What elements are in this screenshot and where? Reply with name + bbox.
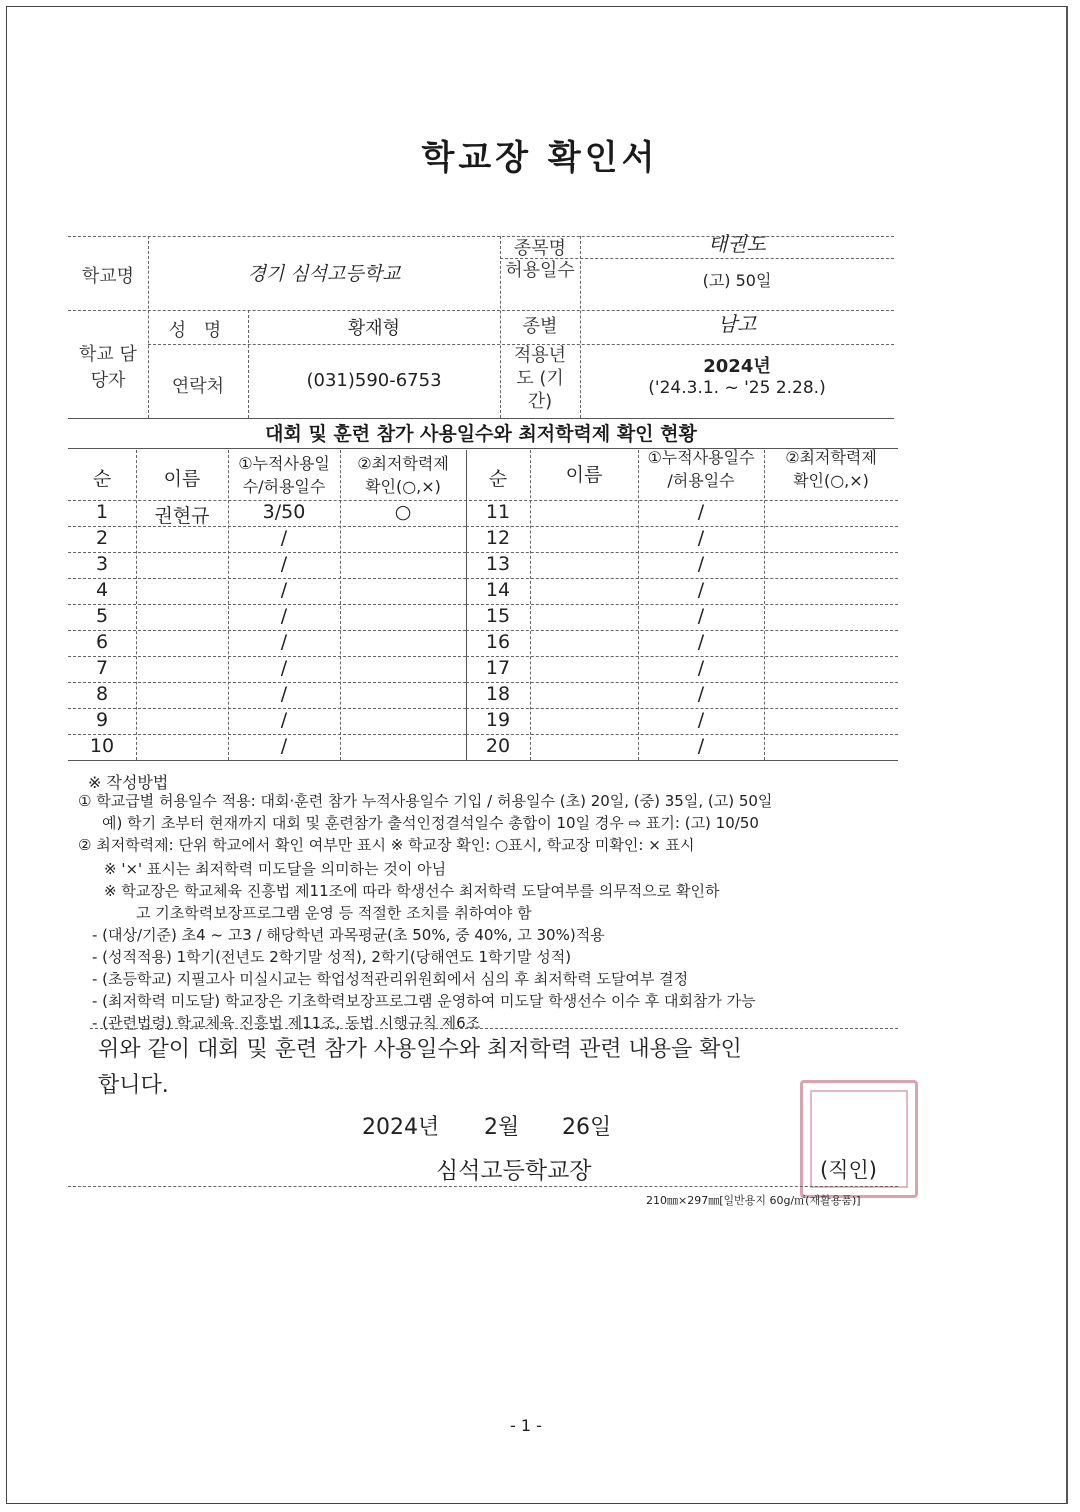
right-row-11-days: / — [697, 501, 705, 523]
notes-heading: ※ 작성방법 — [88, 773, 169, 792]
header-days-line2: 수/허용일수 — [242, 477, 326, 496]
school-name-value: 경기 심석고등학교 — [247, 263, 401, 285]
section-title: 대회 및 훈련 참가 사용일수와 최저학력제 확인 현황 — [265, 423, 697, 445]
school-manager-label: 학교 담당자 — [79, 344, 137, 391]
left-row-10-days: / — [280, 735, 288, 757]
note-line-6: 고 기초학력보장프로그램 운영 등 적절한 조치를 취하여야 함 — [136, 904, 532, 922]
right-row-18-days: / — [697, 683, 705, 705]
left-row-6-days: / — [280, 631, 288, 653]
right-row-16-days: / — [697, 631, 705, 653]
header-check-line1: ②최저학력제 — [357, 454, 449, 473]
left-row-1-days: 3/50 — [262, 501, 306, 523]
allowed-days-value: (고) 50일 — [702, 271, 772, 290]
right-row-15-days: / — [697, 605, 705, 627]
right-row-19-days: / — [697, 709, 705, 731]
right-row-12-days: / — [697, 527, 705, 549]
right-row-20-days: / — [697, 735, 705, 757]
period-label: 적용년도 (기간) — [513, 345, 567, 412]
right-row-14-days: / — [697, 579, 705, 601]
header-check-right — [764, 446, 898, 492]
header-days-right-line1: ①누적사용일수 — [647, 448, 755, 467]
note-line-5: ※ 학교장은 학교체육 진흥법 제11조에 따라 학생선수 최저학력 도달여부를 의무적으로 확인하 — [104, 882, 720, 900]
left-row-3-days: / — [280, 553, 288, 575]
header-name-right: 이름 — [565, 464, 603, 486]
gender-value: 남고 — [717, 312, 757, 336]
left-row-1-no: 1 — [95, 501, 109, 523]
page-number: - 1 - — [510, 1416, 542, 1435]
note-line-9: - (초등학교) 지필고사 미실시교는 학업성적관리위원회에서 심의 후 최저학력 도달여부 결정 — [92, 970, 689, 988]
sport-value: 태권도 — [708, 232, 766, 256]
right-row-17-no: 17 — [485, 657, 511, 679]
header-check — [340, 452, 466, 498]
header-check-line2: 확인(○,×) — [365, 477, 441, 496]
left-row-2-days: / — [280, 527, 288, 549]
contact-value: (031)590-6753 — [306, 370, 442, 391]
date-year: 2024년 — [362, 1115, 440, 1140]
confirm-line-2: 합니다. — [98, 1073, 169, 1098]
left-row-2-no: 2 — [95, 527, 109, 549]
right-row-19-no: 19 — [485, 709, 511, 731]
left-row-5-days: / — [280, 605, 288, 627]
left-row-4-days: / — [280, 579, 288, 601]
header-check-right-line1: ②최저학력제 — [785, 448, 877, 467]
confirm-line-1: 위와 같이 대회 및 훈련 참가 사용일수와 최저학력 관련 내용을 확인 — [98, 1037, 742, 1062]
right-row-17-days: / — [697, 657, 705, 679]
right-row-18-no: 18 — [485, 683, 511, 705]
header-days-right — [638, 446, 764, 492]
right-row-12-no: 12 — [485, 527, 511, 549]
note-line-7: - (대상/기준) 초4 ~ 고3 / 해당학년 과목평균(초 50%, 중 40%, 고 30%)적용 — [92, 926, 605, 944]
header-days — [228, 452, 340, 498]
left-row-7-no: 7 — [95, 657, 109, 679]
header-no-right: 순 — [488, 468, 508, 490]
right-row-20-no: 20 — [485, 735, 511, 757]
right-row-14-no: 14 — [485, 579, 511, 601]
header-check-right-line2: 확인(○,×) — [793, 471, 869, 490]
right-row-11-no: 11 — [485, 501, 511, 523]
header-days-right-line2: /허용일수 — [667, 471, 735, 490]
period-year: 2024년 — [703, 356, 771, 377]
sport-label: 종목명 — [513, 238, 567, 259]
period-range: ('24.3.1. ~ '25 2.28.) — [648, 378, 826, 398]
right-row-13-days: / — [697, 553, 705, 575]
allowed-days-label: 허용일수 — [505, 260, 575, 281]
note-line-2: 예) 학기 초부터 현재까지 대회 및 훈련참가 출석인정결석일수 총합이 10일 경우 ⇨ 표기: (고) 10/50 — [102, 814, 759, 832]
date-day: 26일 — [562, 1115, 612, 1140]
gender-label: 종별 — [522, 316, 558, 337]
left-row-1-check: ○ — [394, 501, 412, 523]
contact-label: 연락처 — [171, 376, 225, 397]
left-row-5-no: 5 — [95, 605, 109, 627]
left-row-6-no: 6 — [95, 631, 109, 653]
right-row-13-no: 13 — [485, 553, 511, 575]
right-row-15-no: 15 — [485, 605, 511, 627]
seal-label: (직인) — [820, 1158, 877, 1182]
left-row-4-no: 4 — [95, 579, 109, 601]
date-month: 2월 — [484, 1115, 520, 1140]
note-line-10: - (최저학력 미도달) 학교장은 기초학력보장프로그램 운영하여 미도달 학생선수 이수 후 대회참가 가능 — [92, 992, 756, 1010]
note-line-8: - (성적적용) 1학기(전년도 2학기말 성적), 2학기(당해연도 1학기말 성적) — [92, 948, 572, 966]
left-row-1-name: 권현규 — [154, 505, 210, 527]
note-line-1: ① 학교급별 허용일수 적용: 대회·훈련 참가 누적사용일수 기입 / 허용일수 (초) 20일, (중) 35일, (고) 50일 — [78, 792, 773, 810]
school-name-label: 학교명 — [81, 266, 135, 287]
note-line-4: ※ '×' 표시는 최저학력 미도달을 의미하는 것이 아님 — [104, 860, 447, 878]
left-row-8-days: / — [280, 683, 288, 705]
right-row-16-no: 16 — [485, 631, 511, 653]
header-name: 이름 — [163, 468, 201, 490]
note-line-11: - (관련법령) 학교체육 진흥법 제11조, 동법 시행규칙 제6조 — [92, 1014, 481, 1032]
paper-spec: 210㎜×297㎜[일반용지 60g/㎡(재활용품)] — [646, 1194, 861, 1207]
left-row-7-days: / — [280, 657, 288, 679]
page-frame — [6, 6, 1068, 1504]
left-row-10-no: 10 — [89, 735, 115, 757]
header-no: 순 — [92, 468, 112, 490]
document-title: 학교장 확인서 — [421, 138, 659, 178]
note-line-3: ② 최저학력제: 단위 학교에서 확인 여부만 표시 ※ 학교장 확인: ○표시, 학교장 미확인: × 표시 — [78, 836, 695, 854]
left-row-9-days: / — [280, 709, 288, 731]
header-days-line1: ①누적사용일 — [238, 454, 330, 473]
person-name-value: 황재형 — [347, 318, 401, 339]
person-name-label: 성 명 — [168, 320, 228, 341]
left-row-8-no: 8 — [95, 683, 109, 705]
principal-name: 심석고등학교장 — [436, 1158, 592, 1184]
left-row-3-no: 3 — [95, 553, 109, 575]
left-row-9-no: 9 — [95, 709, 109, 731]
